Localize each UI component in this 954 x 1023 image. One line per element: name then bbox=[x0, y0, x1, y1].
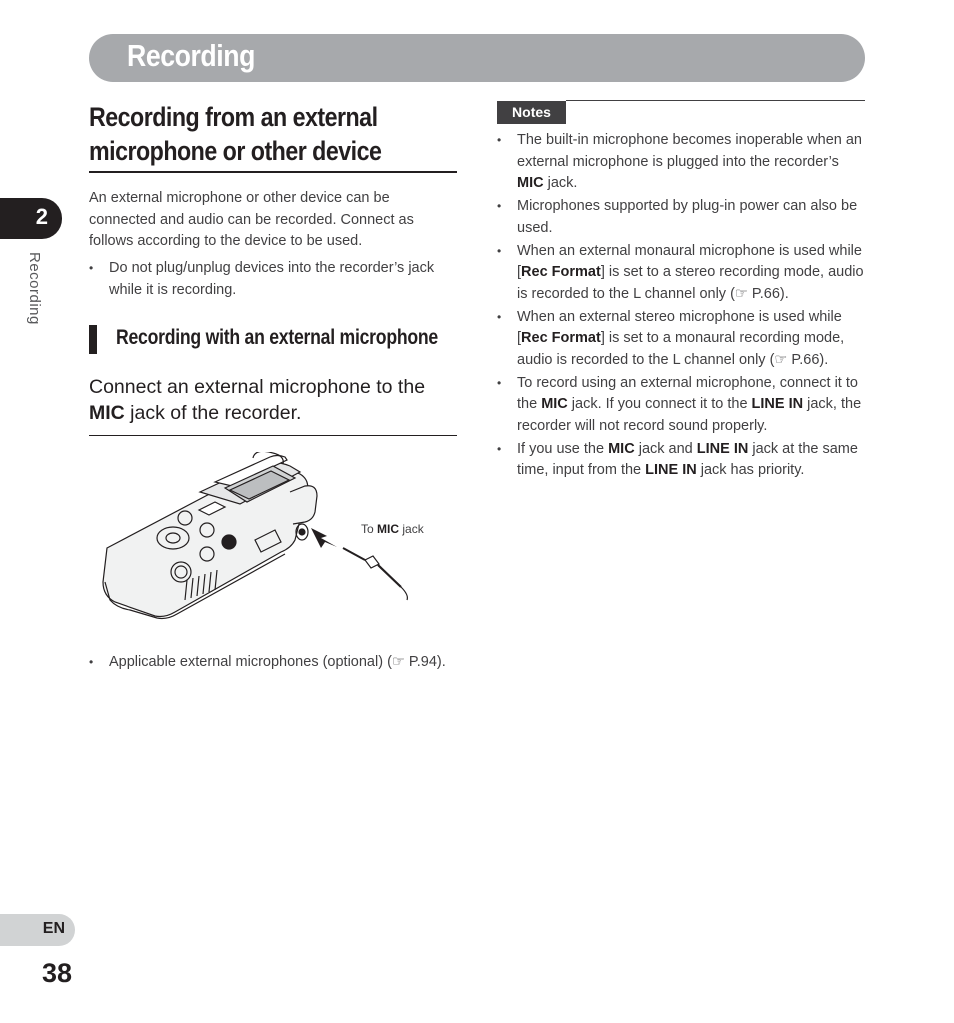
chapter-side-label: Recording bbox=[26, 252, 43, 325]
page-header-title: Recording bbox=[127, 38, 255, 73]
note-text: ] is set to a monaural recording mode, audio is recorded to the L channel only (☞ P.66). bbox=[517, 330, 845, 368]
list-item bbox=[497, 439, 867, 482]
list-item bbox=[497, 373, 867, 438]
note-bold: Rec Format bbox=[521, 264, 601, 280]
note-text: jack. bbox=[543, 175, 578, 191]
list-item bbox=[497, 196, 867, 239]
list-item: • Applicable external microphones (optional) (☞ P.94). bbox=[89, 652, 469, 674]
note-bold: LINE IN bbox=[696, 440, 749, 457]
step-instruction bbox=[89, 374, 459, 426]
notes-list bbox=[497, 130, 867, 483]
note-bold: Rec Format bbox=[521, 330, 601, 346]
note-text: When an external stereo microphone is used while [ bbox=[517, 308, 842, 346]
note-text: ] is set to a stereo recording mode, audio is recorded to the L channel only (☞ P.66). bbox=[517, 264, 864, 302]
step-text-bold: MIC bbox=[89, 402, 125, 424]
notes-label: Notes bbox=[512, 104, 551, 120]
note-text: When an external monaural microphone is used while [ bbox=[517, 242, 862, 280]
note-text: To record using an external microphone, connect it to the bbox=[517, 374, 858, 412]
note-text: jack at the same time, input from the bbox=[517, 440, 858, 478]
note-text: jack. If you connect it to the bbox=[567, 396, 752, 412]
note-bold: LINE IN bbox=[645, 462, 697, 478]
step-rule bbox=[89, 435, 457, 436]
section-title-line1: Recording from an external bbox=[89, 102, 378, 132]
chapter-tab bbox=[0, 198, 62, 239]
caption-bold: MIC bbox=[377, 522, 400, 536]
language-label: EN bbox=[42, 920, 65, 937]
chapter-number: 2 bbox=[35, 204, 48, 229]
section-title-line2: microphone or other device bbox=[89, 136, 382, 166]
note-bold: MIC bbox=[541, 396, 568, 412]
section-title bbox=[89, 100, 457, 168]
note-bold: LINE IN bbox=[751, 396, 804, 412]
header-bar bbox=[89, 34, 865, 82]
bullet-list-2 bbox=[89, 652, 469, 676]
step-text-pre: Connect an external microphone to the bbox=[89, 376, 426, 398]
section-rule bbox=[89, 171, 457, 173]
note-bold: MIC bbox=[608, 440, 635, 457]
note-text: jack and bbox=[634, 440, 697, 457]
notes-rule bbox=[566, 100, 865, 101]
step-text-post: jack of the recorder. bbox=[124, 402, 302, 424]
list-item bbox=[497, 130, 867, 195]
subsection-marker bbox=[89, 325, 97, 354]
caption-post: jack bbox=[399, 522, 424, 536]
language-tab bbox=[0, 914, 75, 946]
note-text: Microphones supported by plug-in power can also be used. bbox=[517, 198, 858, 236]
list-item bbox=[497, 241, 867, 306]
note-bold: MIC bbox=[517, 175, 544, 191]
intro-paragraph: An external microphone or other device can be connected and audio can be recorded. Connect as follows according to the device to be used. bbox=[89, 190, 414, 249]
note-text: If you use the bbox=[517, 440, 609, 457]
page-number: 38 bbox=[42, 958, 73, 988]
list-item: • Do not plug/unplug devices into the recorder’s jack while it is recording. bbox=[89, 258, 459, 301]
note-text: jack has priority. bbox=[696, 462, 805, 478]
list-item bbox=[497, 307, 867, 372]
notes-tag bbox=[497, 101, 566, 124]
caption-pre: To bbox=[361, 522, 378, 536]
bullet-list-1 bbox=[89, 258, 459, 303]
recorder-illustration bbox=[95, 452, 455, 627]
subsection-title: Recording with an external microphone bbox=[116, 326, 438, 349]
note-text: The built-in microphone becomes inoperable when an external microphone is plugged into the recorder’s bbox=[517, 132, 862, 170]
illustration-caption bbox=[361, 522, 424, 536]
note-text: jack, the recorder will not record sound properly. bbox=[517, 396, 862, 434]
